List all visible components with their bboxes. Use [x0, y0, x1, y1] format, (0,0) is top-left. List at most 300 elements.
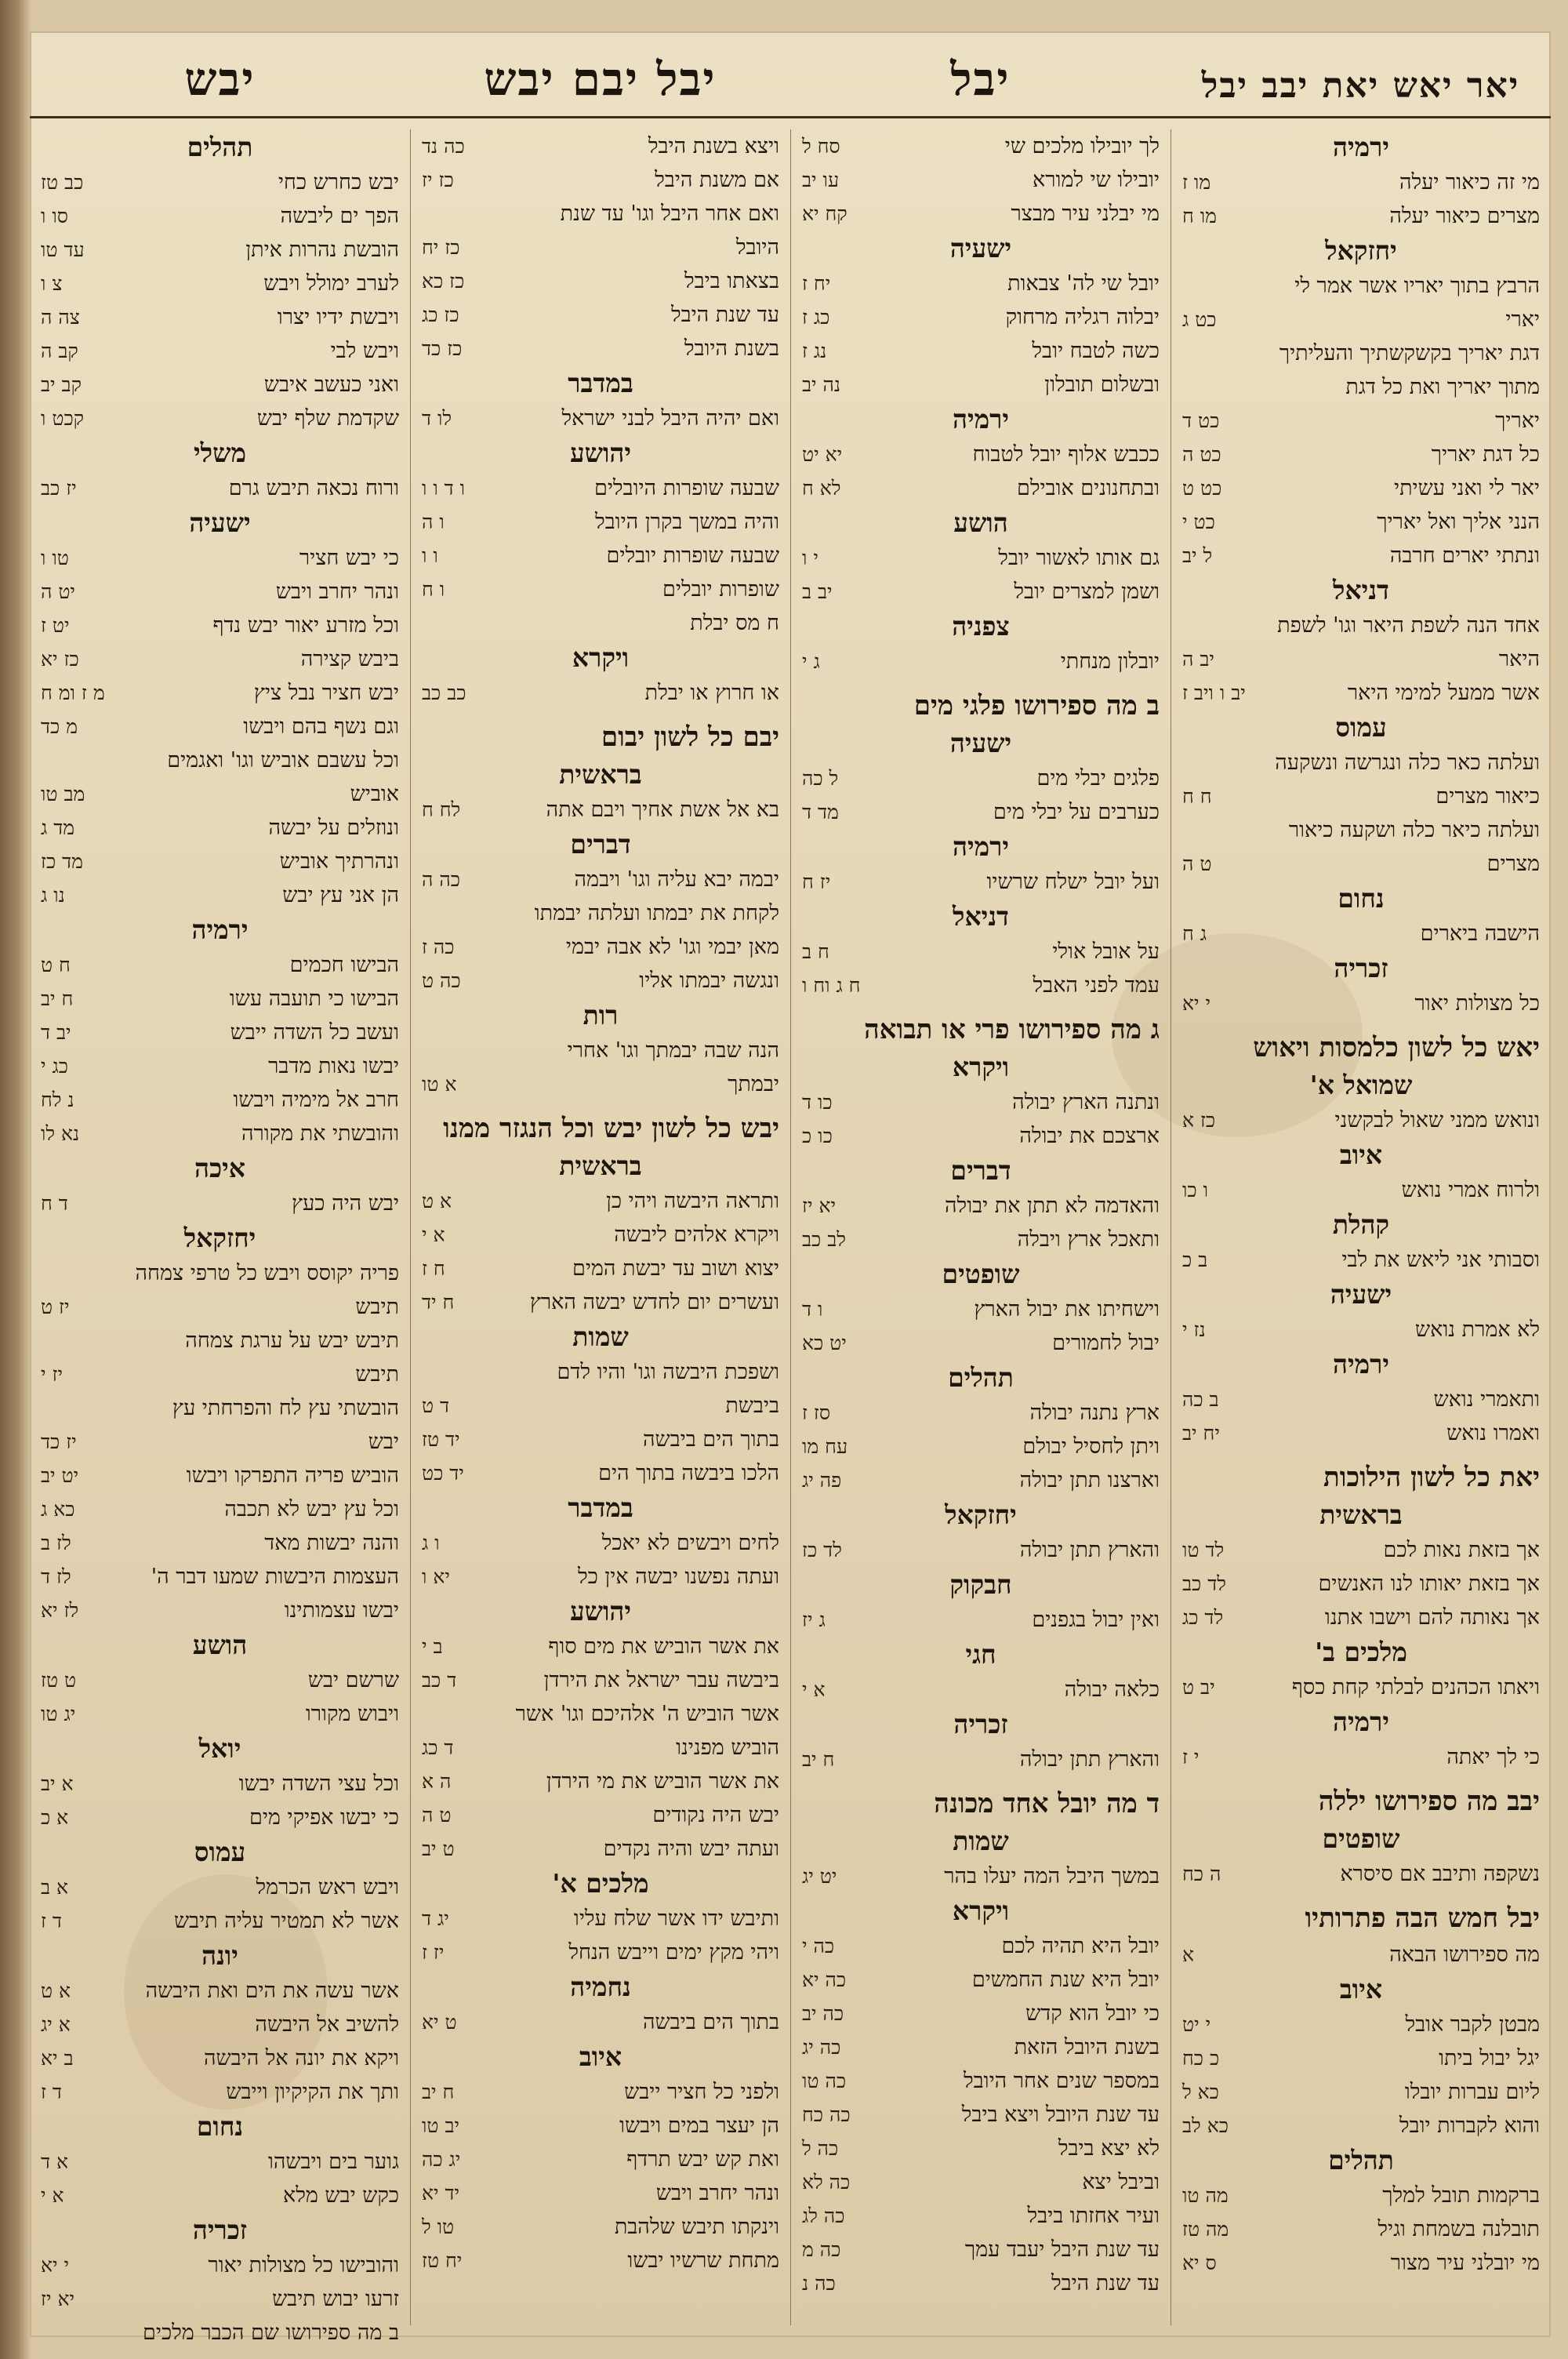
verse-line	[802, 1603, 1160, 1637]
verse-line	[41, 743, 399, 777]
column-2	[790, 129, 1171, 2325]
book-heading: ירמיה	[1332, 1349, 1390, 1379]
verse-line	[422, 1798, 779, 1832]
entry-heading: ג מה ספירושו פרי או תבואה	[864, 1014, 1160, 1045]
entry-heading: יבם כל לשון יבום	[601, 722, 779, 753]
verse-reference: ח יב	[41, 987, 74, 1010]
book-heading: זכריה	[192, 2215, 248, 2245]
verse-line	[41, 642, 399, 676]
book-heading: שמות	[572, 1321, 629, 1352]
verse-text: הבישו כי תועבה עשו	[229, 987, 399, 1011]
verse-reference: כז כא	[422, 270, 465, 293]
verse-text: אחד הנה לשפת היאר וגו' לשפת	[1277, 613, 1540, 638]
verse-text: יאר לי ואני עשיתי	[1394, 476, 1540, 500]
verse-line	[422, 1034, 779, 1067]
verse-text: בתוך הים ביבשה	[642, 2010, 779, 2034]
verse-line	[422, 1765, 779, 1798]
verse-text: דגת יאריך בקשקשתיך והעליתיך	[1279, 341, 1540, 365]
verse-text: ושמן למצרים יובל	[1014, 580, 1160, 604]
verse-text: ונהר יחרב ויבש	[655, 2181, 779, 2205]
verse-text: ונהר יחרב ויבש	[275, 580, 399, 604]
verse-line	[1182, 303, 1540, 336]
verse-reference: נ לח	[41, 1089, 74, 1111]
verse-text: תובלנה בשמחת וגיל	[1377, 2217, 1540, 2241]
verse-reference: מו ז	[1182, 171, 1211, 194]
verse-text: והארץ תתן יבולה	[1019, 1747, 1160, 1772]
verse-line	[802, 471, 1160, 505]
verse-reference: מ כד	[41, 715, 78, 738]
verse-text: ועשב כל השדה ייבש	[230, 1020, 399, 1045]
verse-line	[802, 1430, 1160, 1463]
verse-text: בא אל אשת אחיך ויבם אתה	[546, 798, 779, 822]
verse-line	[1182, 1567, 1540, 1601]
verse-text: ושפכת היבשה וגו' והיו לדם	[557, 1360, 779, 1384]
verse-line	[422, 1252, 779, 1285]
verse-text: ואם יהיה היבל לבני ישראל	[561, 406, 779, 431]
verse-line	[1182, 1533, 1540, 1567]
verse-text: בתוך הים ביבשה	[642, 1427, 779, 1452]
verse-text: והיה במשך בקרן היובל	[595, 510, 779, 534]
verse-reference: מב טו	[41, 783, 85, 805]
verse-line	[41, 1016, 399, 1049]
verse-line	[802, 969, 1160, 1002]
verse-text: ביבש קצירה	[300, 647, 399, 671]
verse-reference: כט י	[1182, 511, 1215, 533]
verse-line	[422, 231, 779, 264]
verse-line	[41, 1083, 399, 1117]
verse-line	[41, 165, 399, 199]
verse-reference: א י	[422, 1223, 445, 1246]
book-heading: עמוס	[1335, 712, 1387, 743]
verse-text: כקש יבש מלא	[283, 2183, 399, 2208]
verse-line	[1182, 1383, 1540, 1416]
verse-line	[422, 1218, 779, 1252]
verse-text: העצמות היבשות שמעו דבר ה'	[151, 1565, 399, 1589]
verse-reference: לד טו	[1182, 1539, 1225, 1561]
verse-reference: כא לב	[1182, 2114, 1229, 2137]
entry-heading: יבב מה ספירושו יללה	[1318, 1786, 1540, 1817]
verse-line	[422, 1067, 779, 1101]
verse-reference: ה כח	[1182, 1863, 1221, 1885]
book-heading: בראשית	[559, 1150, 642, 1181]
verse-text: מי זה כיאור יעלה	[1399, 170, 1540, 194]
verse-text: וסבותי אני ליאש את לבי	[1341, 1248, 1540, 1272]
book-heading: יחזקאל	[183, 1223, 256, 1253]
book-heading: דניאל	[1333, 575, 1389, 605]
verse-line	[41, 1187, 399, 1220]
book-heading: ירמיה	[191, 914, 249, 945]
verse-reference: יז כב	[41, 477, 77, 500]
verse-line	[802, 1743, 1160, 1776]
verse-reference: מד ד	[802, 801, 839, 823]
verse-reference: כ כח	[1182, 2047, 1220, 2070]
verse-line	[422, 896, 779, 930]
book-heading: שמואל א'	[1309, 1070, 1413, 1100]
verse-line	[41, 1801, 399, 1834]
verse-line	[1182, 2075, 1540, 2109]
verse-line	[422, 1423, 779, 1456]
verse-text: ותראה היבשה ויהי כן	[605, 1189, 779, 1213]
verse-reference: יט ז	[41, 614, 70, 637]
verse-reference: כה ט	[422, 969, 461, 992]
verse-text: יבלוה רגליה מרחוק	[1005, 305, 1160, 329]
verse-reference: מ ז ומ ח	[41, 682, 105, 704]
verse-reference: יז ח	[802, 871, 831, 893]
verse-line	[1182, 746, 1540, 780]
verse-line	[802, 368, 1160, 402]
verse-reference: טו ו	[41, 547, 69, 569]
verse-line	[1182, 1173, 1540, 1207]
verse-text: פלגים יבלי מים	[1036, 766, 1160, 791]
verse-reference: ג ח	[1182, 922, 1207, 945]
verse-reference: סח ל	[802, 135, 840, 158]
verse-text: כלאה יבולה	[1064, 1677, 1160, 1702]
verse-reference: ד ז	[41, 2081, 62, 2103]
verse-reference: כה ה	[422, 868, 460, 891]
verse-reference: י ז	[1182, 1746, 1200, 1768]
verse-reference: מו ח	[1182, 205, 1217, 227]
verse-line	[802, 1997, 1160, 2030]
verse-text: וישחיתו את יבול הארץ	[974, 1297, 1160, 1321]
verse-reference: עו יב	[802, 169, 840, 191]
verse-reference: צה ה	[41, 306, 80, 329]
verse-reference: ד כג	[422, 1736, 454, 1759]
book-heading: ויקרא	[952, 1052, 1010, 1082]
verse-reference: י ו	[802, 547, 818, 569]
verse-line	[802, 541, 1160, 575]
verse-reference: כה יא	[802, 1968, 847, 1991]
verse-text: יבש היה נקודים	[652, 1803, 779, 1827]
verse-text: שרשם יבש	[307, 1668, 399, 1692]
book-heading: דברים	[570, 829, 631, 860]
verse-line	[422, 332, 779, 365]
verse-text: לא אמרת נואש	[1415, 1318, 1540, 1342]
verse-reference: לד כב	[1182, 1572, 1226, 1595]
verse-reference: יא ו	[422, 1565, 450, 1588]
book-heading: יהושע	[569, 1596, 632, 1627]
verse-line	[41, 2248, 399, 2282]
verse-text: וינקתו תיבש שלהבת	[614, 2215, 779, 2239]
verse-text: אשר הוביש ה' אלהיכם וגו' אשר	[515, 1702, 779, 1726]
verse-line	[41, 878, 399, 912]
verse-line	[802, 2030, 1160, 2064]
verse-text: שופרות יובלים	[662, 577, 779, 602]
verse-text: היובל	[735, 235, 779, 260]
verse-line	[41, 1391, 399, 1425]
verse-line	[802, 1859, 1160, 1893]
verse-reference: ו ג	[422, 1532, 440, 1554]
verse-reference: ט ה	[1182, 852, 1212, 875]
book-heading: ויקרא	[952, 1896, 1010, 1926]
verse-text: וגם נשף בהם ויבשו	[243, 714, 399, 739]
verse-line	[802, 163, 1160, 197]
book-heading: ויקרא	[572, 642, 630, 673]
book-heading: זכריה	[953, 1709, 1008, 1739]
verse-line	[802, 2233, 1160, 2266]
verse-line	[422, 1832, 779, 1866]
verse-text: ויאתו הכהנים לבלתי קחת כסף	[1291, 1675, 1540, 1699]
verse-reference: טו ל	[422, 2215, 455, 2238]
book-binding-edge	[0, 0, 31, 2359]
verse-line	[802, 1292, 1160, 1326]
verse-reference: ה א	[422, 1770, 452, 1793]
running-header	[30, 31, 1551, 106]
verse-text: אם משנת היבל	[655, 168, 779, 192]
verse-text: הובשתי עץ לח והפרחתי עץ	[172, 1396, 399, 1420]
verse-line	[41, 2041, 399, 2075]
verse-reference: קכט ו	[41, 407, 85, 430]
verse-reference: יב ט	[1182, 1676, 1215, 1699]
book-heading: תהלים	[187, 132, 253, 162]
verse-text: תיבש יבש על ערגת צמחה	[185, 1329, 399, 1353]
verse-reference: יז י	[41, 1363, 64, 1386]
verse-reference: כב כב	[422, 682, 466, 704]
verse-reference: י יא	[1182, 992, 1211, 1015]
verse-text: וביבל יצא	[1082, 2170, 1160, 2194]
verse-reference: עד טו	[41, 238, 85, 261]
verse-text: וכל עצי השדה יבשו	[238, 1772, 399, 1796]
verse-reference: כג ז	[802, 306, 830, 329]
verse-text: גם אותו לאשור יובל	[998, 546, 1160, 570]
verse-line	[41, 1425, 399, 1459]
verse-reference: ל יב	[1182, 544, 1213, 567]
verse-reference: נא לו	[41, 1122, 80, 1145]
verse-text: יובלון מנחתי	[1060, 649, 1160, 674]
verse-line	[802, 645, 1160, 678]
verse-text: כל מצולות יאור	[1414, 991, 1540, 1016]
verse-reference: לד כז	[802, 1539, 842, 1561]
verse-text: יובל שי לה' צבאות	[1007, 271, 1160, 296]
verse-line	[802, 1929, 1160, 1963]
verse-text: והאדמה לא תתן את יבולה	[945, 1194, 1160, 1218]
verse-reference: נג ז	[802, 340, 827, 362]
verse-line	[41, 368, 399, 402]
verse-reference: יד כט	[422, 1462, 464, 1485]
verse-line	[41, 1767, 399, 1801]
verse-reference: יח יב	[1182, 1422, 1220, 1445]
verse-text: ואני כעשב איבש	[263, 373, 399, 397]
verse-line	[422, 2176, 779, 2210]
verse-text: ובשלום תובלון	[1044, 373, 1160, 397]
verse-line	[41, 948, 399, 982]
verse-reference: א ט	[422, 1190, 452, 1212]
verse-reference: ד ח	[41, 1192, 68, 1215]
verse-text: הוביש פריה התפרקו ויבשו	[186, 1463, 399, 1488]
verse-reference: מה טז	[1182, 2218, 1229, 2241]
verse-text: יבמה יבא עליה וגו' ויבמה	[574, 867, 779, 892]
verse-reference: ח יב	[422, 2081, 455, 2103]
verse-reference: עח מו	[802, 1435, 848, 1458]
verse-line	[41, 1594, 399, 1627]
book-heading: בראשית	[1319, 1499, 1403, 1530]
verse-text: ועל יובל ישלח שרשיו	[986, 870, 1160, 894]
verse-text: הפך ים ליבשה	[280, 204, 399, 228]
verse-line	[1182, 2179, 1540, 2212]
verse-text: חרב אל מימיה ויבשו	[233, 1088, 399, 1112]
verse-line	[802, 300, 1160, 334]
verse-reference: יז כד	[41, 1430, 77, 1453]
verse-line	[422, 2109, 779, 2143]
verse-text: ונואש ממני שאול לבקשני	[1334, 1108, 1540, 1132]
verse-line	[41, 199, 399, 233]
verse-reference: יט יג	[802, 1865, 837, 1888]
verse-reference: ו ד	[802, 1298, 823, 1321]
verse-reference: א י	[802, 1678, 826, 1701]
verse-text: עד שנת היבל	[1051, 2271, 1160, 2295]
verse-text: ואת קש יבש תרדף	[626, 2147, 779, 2172]
verse-reference: לז ד	[41, 1565, 71, 1588]
verse-reference: א יג	[41, 2013, 71, 2036]
verse-line	[41, 233, 399, 267]
verse-line	[422, 863, 779, 896]
verse-reference: כב טז	[41, 171, 84, 194]
verse-text: מתחת שרשיו יבשו	[627, 2248, 779, 2273]
verse-text: ועתה יבש והיה נקדים	[603, 1837, 779, 1861]
verse-reference: ט יא	[422, 2011, 457, 2034]
verse-text: ויבשת ידיו יצרו	[277, 305, 399, 329]
verse-line	[41, 1904, 399, 1938]
verse-line	[422, 1456, 779, 1490]
verse-reference: ד ז	[41, 1910, 62, 1932]
verse-reference: יד טז	[422, 1428, 460, 1451]
verse-reference: כה יב	[802, 2002, 844, 2025]
verse-line	[422, 572, 779, 606]
verse-reference: י יט	[1182, 2013, 1211, 2036]
verse-text: פריה יקוסס ויבש כל טרפי צמחה	[135, 1261, 399, 1285]
verse-text: עד שנת היבל	[670, 303, 779, 327]
verse-reference: יא יז	[41, 2288, 75, 2310]
verse-line	[1182, 1938, 1540, 1972]
verse-reference: ד כב	[422, 1669, 457, 1692]
verse-text: ונתתי יארים חרבה	[1389, 543, 1540, 568]
verse-reference: כה לא	[802, 2171, 851, 2194]
verse-reference: קב יב	[41, 373, 82, 396]
verse-reference: ח ג וח ו	[802, 974, 861, 997]
verse-text: גוער בים ויבשהו	[267, 2150, 399, 2174]
book-heading: נחום	[196, 2111, 244, 2142]
book-heading: תהלים	[948, 1362, 1014, 1393]
verse-line	[1182, 2246, 1540, 2280]
verse-text: והוא לקברות יובל	[1399, 2114, 1540, 2138]
verse-text: כשה לטבח יובל	[1032, 339, 1160, 363]
verse-text: ארצכם את יבולה	[1019, 1124, 1160, 1148]
verse-line	[422, 676, 779, 710]
verse-text: כי יבשו אפיקי מים	[249, 1805, 399, 1830]
verse-reference: ו ד ו ו	[422, 477, 466, 500]
verse-reference: ט יב	[422, 1837, 455, 1860]
verse-reference: ח ט	[41, 954, 71, 976]
verse-line	[41, 471, 399, 505]
verse-text: אך בזאת יאותו לנו האנשים	[1318, 1572, 1540, 1596]
book-heading: קהלת	[1332, 1209, 1390, 1240]
verse-text: והנה יבשות מאד	[264, 1531, 399, 1555]
verse-reference: ב כה	[1182, 1388, 1219, 1411]
header-col3: יבל יבם יבש	[484, 53, 717, 106]
verse-reference: א ט	[41, 1979, 71, 2002]
verse-text: ויצא בשנת היבל	[648, 134, 779, 158]
book-heading: במדבר	[568, 368, 633, 398]
book-heading: ירמיה	[1332, 132, 1390, 162]
verse-line	[1182, 438, 1540, 471]
verse-reference: נו ג	[41, 884, 65, 907]
verse-line	[802, 935, 1160, 969]
verse-text: יבשו נאות מדבר	[268, 1054, 399, 1078]
book-heading: בראשית	[559, 759, 642, 790]
book-heading: נחום	[1338, 883, 1385, 914]
verse-line	[41, 1358, 399, 1391]
verse-reference: יח ז	[802, 272, 831, 295]
verse-text: מתוך יאריך ואת כל דגת	[1345, 375, 1540, 399]
header-rule	[30, 116, 1551, 118]
verse-line	[41, 1117, 399, 1150]
verse-line	[1182, 813, 1540, 847]
verse-line	[1182, 2041, 1540, 2075]
verse-text: שקדמת שלף יבש	[256, 406, 399, 431]
verse-line	[422, 793, 779, 827]
verse-text: ואם אחר היבל וגו' עד שנת	[560, 202, 779, 226]
verse-line	[422, 1902, 779, 1936]
verse-text: וארצנו תתן יבולה	[1019, 1468, 1160, 1492]
verse-text: ויהי מקץ ימים וייבש הנחל	[568, 1940, 779, 1965]
verse-line	[41, 1324, 399, 1358]
verse-text: ותאכל ארץ ויבלה	[1017, 1227, 1160, 1252]
verse-line	[1182, 1670, 1540, 1704]
book-heading: הושע	[953, 507, 1008, 538]
verse-text: הנה שבה יבמתך וגו' אחרי	[567, 1038, 779, 1063]
verse-text: כי יבש חציר	[299, 546, 399, 570]
verse-line	[422, 1285, 779, 1319]
verse-reference: כה ל	[802, 2137, 839, 2160]
verse-line	[1182, 370, 1540, 404]
verse-text: בשנת היובל	[684, 336, 779, 361]
verse-text: ורוח נכאה תיבש גרם	[228, 476, 399, 500]
verse-line	[41, 982, 399, 1016]
verse-line	[1182, 1857, 1540, 1891]
verse-reference: כט ה	[1182, 443, 1221, 466]
verse-text: ויקרא אלהים ליבשה	[614, 1223, 779, 1247]
verse-text: בצאתו ביבל	[684, 269, 779, 293]
verse-reference: ח ז	[422, 1257, 445, 1280]
verse-reference: כה מ	[802, 2238, 841, 2261]
verse-reference: ב יא	[41, 2047, 74, 2070]
verse-reference: יד יא	[422, 2182, 460, 2205]
verse-text: נשקפה ותיבב אם סיסרא	[1340, 1862, 1540, 1886]
book-heading: במדבר	[568, 1492, 633, 1523]
verse-text: כיאור מצרים	[1436, 784, 1540, 809]
verse-line	[422, 2005, 779, 2039]
book-heading: משלי	[193, 438, 246, 468]
column-3	[410, 129, 790, 2325]
verse-text: ואין יבול בגפנים	[1032, 1608, 1160, 1632]
entry-heading: יאש כל לשון כלמסות ויאוש	[1253, 1032, 1540, 1063]
verse-line	[1182, 609, 1540, 642]
verse-text: מצרים	[1486, 852, 1540, 876]
verse-text: ב מה ספירושו שם הכבר מלכים	[143, 2321, 399, 2345]
book-heading: ישעיה	[949, 728, 1012, 758]
book-heading: דברים	[950, 1155, 1011, 1186]
verse-text: אוביש	[350, 782, 399, 806]
verse-reference: ג י	[802, 650, 820, 673]
verse-line	[41, 541, 399, 575]
verse-text: במספר שנים אחר היובל	[964, 2069, 1160, 2093]
verse-line	[41, 1560, 399, 1594]
verse-line	[41, 710, 399, 743]
verse-line	[802, 2064, 1160, 2098]
verse-line	[41, 2316, 399, 2350]
book-heading: ישעיה	[949, 233, 1012, 264]
verse-text: ונהרתיך אוביש	[279, 849, 399, 874]
verse-reference: יט כא	[802, 1332, 847, 1354]
